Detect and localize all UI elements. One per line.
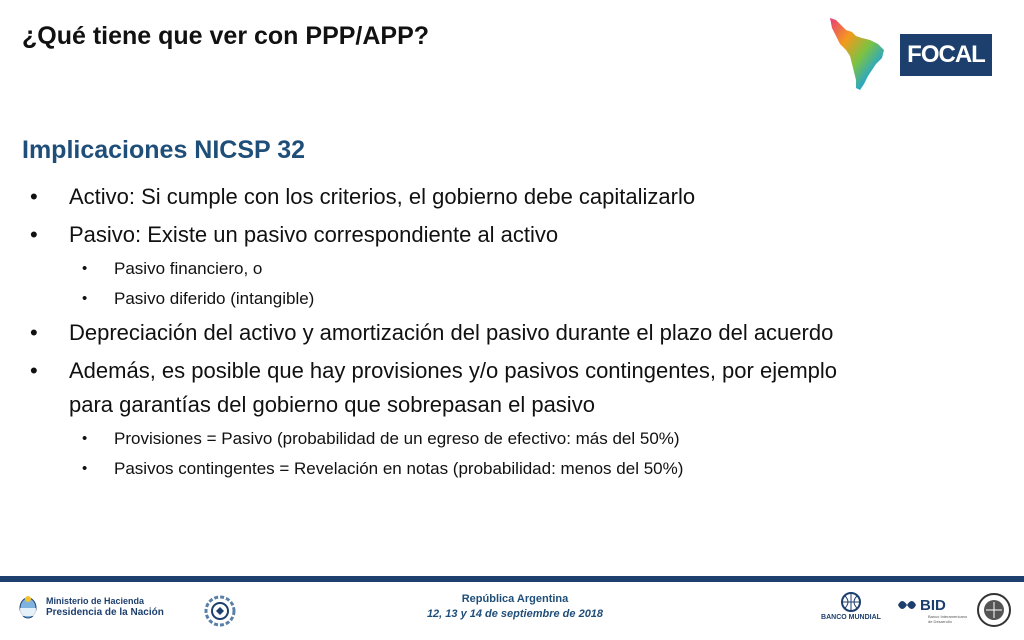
bid-logo <box>896 596 946 614</box>
event-info <box>390 592 640 622</box>
ministerio-line1: Ministerio de Hacienda <box>46 596 145 606</box>
bullet-list <box>22 180 862 486</box>
event-country: República Argentina <box>461 593 569 605</box>
ministerio-logo <box>18 594 164 620</box>
focal-logo-text: FOCAL <box>907 41 985 68</box>
sub-bullet-item: • Pasivo financiero, o <box>22 256 862 282</box>
world-bank-label: BANCO MUNDIAL <box>821 614 881 621</box>
ministerio-line2: Presidencia de la Nación <box>46 607 164 618</box>
section-subtitle: Implicaciones NICSP 32 <box>22 136 305 164</box>
bullet-item: • Activo: Si cumple con los criterios, el gobierno debe capitalizarlo <box>22 180 862 214</box>
sub-bullet-item: • Pasivo diferido (intangible) <box>22 286 862 312</box>
imf-seal-icon <box>976 592 1012 628</box>
focal-logo <box>900 34 992 76</box>
bid-emblem-icon <box>896 596 918 614</box>
world-bank-globe-icon <box>822 590 880 634</box>
sub-bullet-item: • Pasivos contingentes = Revelación en notas (probabilidad: menos del 50%) <box>22 456 862 482</box>
bid-subtitle: Banco Interamericano de Desarrollo <box>928 614 968 624</box>
latin-america-map-logo <box>826 14 892 92</box>
bid-label: BID <box>920 596 946 614</box>
event-date: 12, 13 y 14 de septiembre de 2018 <box>426 608 604 620</box>
bullet-item: • Además, es posible que hay provisiones y/o pasivos contingentes, por ejemplo para garantías del gobierno que sobrepasan el pasivo <box>22 354 862 422</box>
sub-bullet-item: • Provisiones = Pasivo (probabilidad de un egreso de efectivo: más del 50%) <box>22 426 862 452</box>
gear-emblem-icon <box>200 593 240 629</box>
argentina-coat-of-arms-icon <box>18 594 38 620</box>
slide-title: ¿Qué tiene que ver con PPP/APP? <box>22 22 430 50</box>
bullet-item: • Depreciación del activo y amortización del pasivo durante el plazo del acuerdo <box>22 316 862 350</box>
bullet-item: • Pasivo: Existe un pasivo correspondiente al activo <box>22 218 862 252</box>
